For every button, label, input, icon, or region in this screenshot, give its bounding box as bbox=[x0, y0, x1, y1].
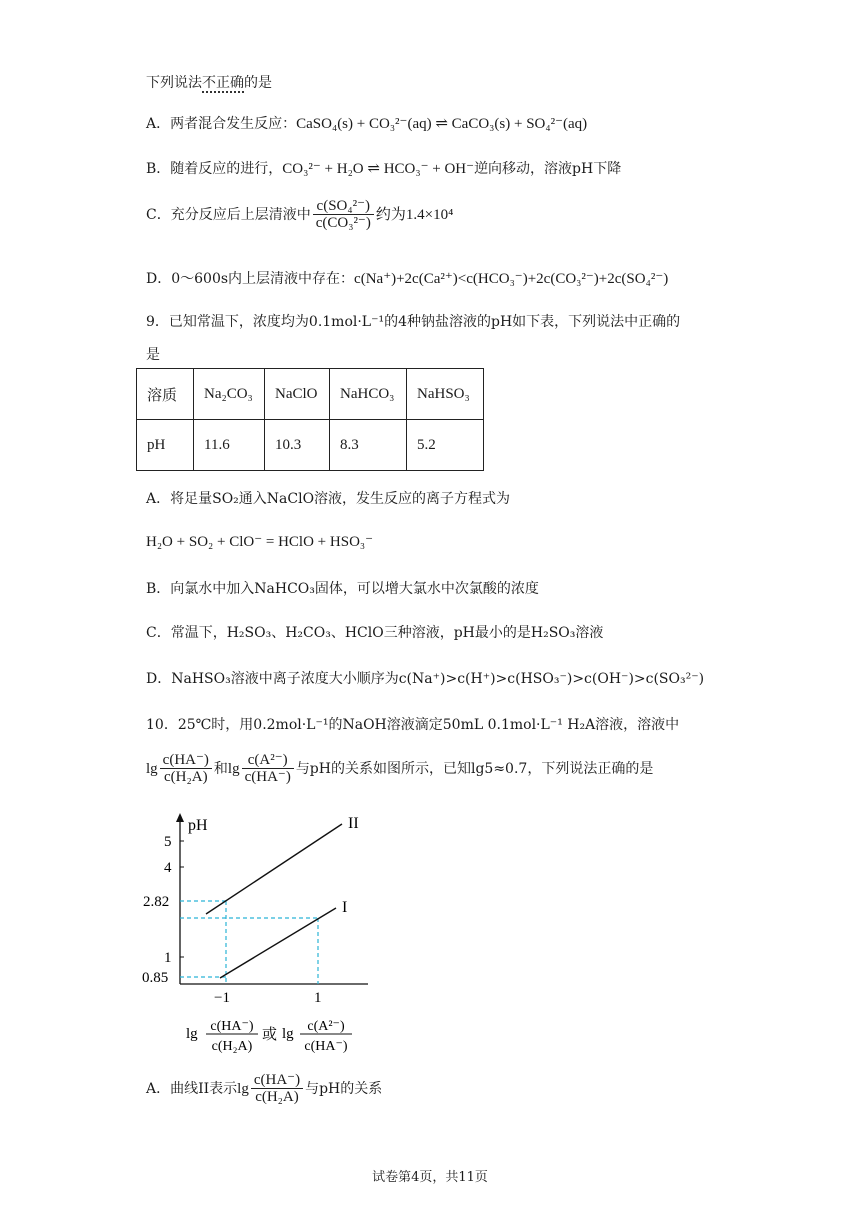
x-label-lg: lg bbox=[282, 1026, 294, 1042]
intro-pre: 下列说法 bbox=[146, 75, 202, 91]
table-row bbox=[137, 369, 484, 420]
table-cell: 10.3 bbox=[265, 420, 330, 471]
y-tick-label: 2.82 bbox=[143, 894, 170, 910]
q9-option-d: D．NaHSO₃溶液中离子浓度大小顺序为c(Na⁺)>c(H⁺)>c(HSO₃⁻)>c(OH⁻)>c(SO₃²⁻) bbox=[146, 671, 705, 687]
y-axis-label: pH bbox=[188, 817, 208, 834]
ph-graph bbox=[130, 808, 390, 1064]
fraction-denominator: c(CO₃²⁻) bbox=[315, 215, 371, 231]
table-cell: Na₂CO₃ bbox=[194, 369, 265, 420]
and-text: 和 bbox=[213, 761, 228, 777]
option-label: A．两者混合发生反应： bbox=[146, 116, 297, 132]
table-cell: 11.6 bbox=[194, 420, 265, 471]
intro-line bbox=[146, 72, 272, 92]
lg-text: lg bbox=[227, 761, 240, 777]
intro-post: 的是 bbox=[244, 75, 272, 91]
q10-option-a bbox=[146, 1072, 382, 1106]
option-label: A．曲线II表示 bbox=[146, 1081, 238, 1097]
x-label-den: c(HA⁻) bbox=[304, 1039, 348, 1054]
x-label-num: c(HA⁻) bbox=[210, 1019, 254, 1034]
option-label: D．0～600s内上层清液中存在： bbox=[146, 271, 355, 287]
fraction bbox=[313, 198, 374, 232]
y-tick-label: 0.85 bbox=[142, 970, 169, 986]
table-cell: NaHSO₃ bbox=[407, 369, 484, 420]
option-tail: 与pH的关系 bbox=[305, 1081, 383, 1097]
table-row bbox=[137, 420, 484, 471]
q8-option-d bbox=[146, 268, 668, 288]
fraction-denominator: c(H₂A) bbox=[255, 1089, 299, 1105]
curve-label-i: I bbox=[342, 899, 348, 916]
lg-text: lg bbox=[146, 761, 158, 777]
curve-ii bbox=[206, 824, 342, 914]
q8-option-c bbox=[146, 198, 453, 232]
y-axis-arrow bbox=[176, 813, 184, 822]
equation: CaSO₄(s) + CO₃²⁻(aq) ⇌ CaCO₃(s) + SO₄²⁻(aq) bbox=[296, 116, 588, 132]
q8-option-b bbox=[146, 158, 621, 178]
option-label: B．随着反应的进行， bbox=[146, 161, 283, 177]
fraction-numerator: c(SO₄²⁻) bbox=[313, 198, 374, 215]
equation: c(Na⁺)+2c(Ca²⁺)<c(HCO₃⁻)+2c(CO₃²⁻)+2c(SO₄²⁻) bbox=[354, 271, 669, 287]
fraction-denominator: c(HA⁻) bbox=[244, 769, 291, 785]
table-cell: pH bbox=[137, 420, 194, 471]
fraction-numerator: c(HA⁻) bbox=[160, 752, 212, 769]
q9-stem: 9．已知常温下，浓度均为0.1mol·L⁻¹的4种钠盐溶液的pH如下表，下列说法中正确的 bbox=[146, 314, 681, 330]
fraction bbox=[251, 1072, 303, 1106]
fraction bbox=[242, 752, 294, 786]
x-label-lg: lg bbox=[186, 1026, 198, 1042]
page-footer: 试卷第4页，共11页 bbox=[372, 1170, 488, 1185]
option-tail: 逆向移动，溶液pH下降 bbox=[474, 161, 622, 177]
q10-stem-fractions bbox=[146, 752, 653, 786]
equation: CO₃²⁻ + H₂O ⇌ HCO₃⁻ + OH⁻ bbox=[282, 161, 475, 177]
table-cell: NaHCO₃ bbox=[330, 369, 407, 420]
option-label: C．充分反应后上层清液中 bbox=[146, 207, 311, 223]
fraction-numerator: c(HA⁻) bbox=[251, 1072, 303, 1089]
q9-option-a: A．将足量SO₂通入NaClO溶液，发生反应的离子方程式为 bbox=[146, 491, 511, 507]
ph-table bbox=[136, 368, 484, 471]
lg-text: lg bbox=[237, 1081, 249, 1097]
y-tick-label: 1 bbox=[164, 950, 172, 966]
q9-stem-cont: 是 bbox=[146, 347, 160, 363]
x-tick-label: −1 bbox=[214, 990, 230, 1006]
option-tail: 约为1.4×10⁴ bbox=[375, 207, 454, 223]
x-label-num: c(A²⁻) bbox=[307, 1019, 345, 1034]
x-label-den: c(H₂A) bbox=[211, 1039, 253, 1054]
table-cell: NaClO bbox=[265, 369, 330, 420]
intro-emphasis: 不正确 bbox=[202, 75, 244, 91]
table-cell: 8.3 bbox=[330, 420, 407, 471]
q9-option-b: B．向氯水中加入NaHCO₃固体，可以增大氯水中次氯酸的浓度 bbox=[146, 581, 539, 597]
table-cell: 5.2 bbox=[407, 420, 484, 471]
q10-stem: 10．25℃时，用0.2mol·L⁻¹的NaOH溶液滴定50mL 0.1mol·L⁻¹ H₂A溶液，溶液中 bbox=[146, 717, 680, 733]
y-tick-label: 5 bbox=[164, 834, 172, 850]
table-cell: 溶质 bbox=[137, 369, 194, 420]
curve-label-ii: II bbox=[348, 815, 359, 832]
q8-option-a bbox=[146, 113, 587, 133]
stem-tail: 与pH的关系如图所示，已知lg5≈0.7，下列说法正确的是 bbox=[295, 761, 654, 777]
x-label-or: 或 bbox=[262, 1027, 278, 1043]
q9-option-a-equation: H₂O + SO₂ + ClO⁻ = HClO + HSO₃⁻ bbox=[146, 534, 374, 550]
q9-option-c: C．常温下，H₂SO₃、H₂CO₃、HClO三种溶液，pH最小的是H₂SO₃溶液 bbox=[146, 625, 604, 641]
fraction-numerator: c(A²⁻) bbox=[242, 752, 294, 769]
fraction bbox=[160, 752, 212, 786]
x-tick-label: 1 bbox=[314, 990, 322, 1006]
y-tick-label: 4 bbox=[164, 860, 172, 876]
fraction-denominator: c(H₂A) bbox=[164, 769, 208, 785]
